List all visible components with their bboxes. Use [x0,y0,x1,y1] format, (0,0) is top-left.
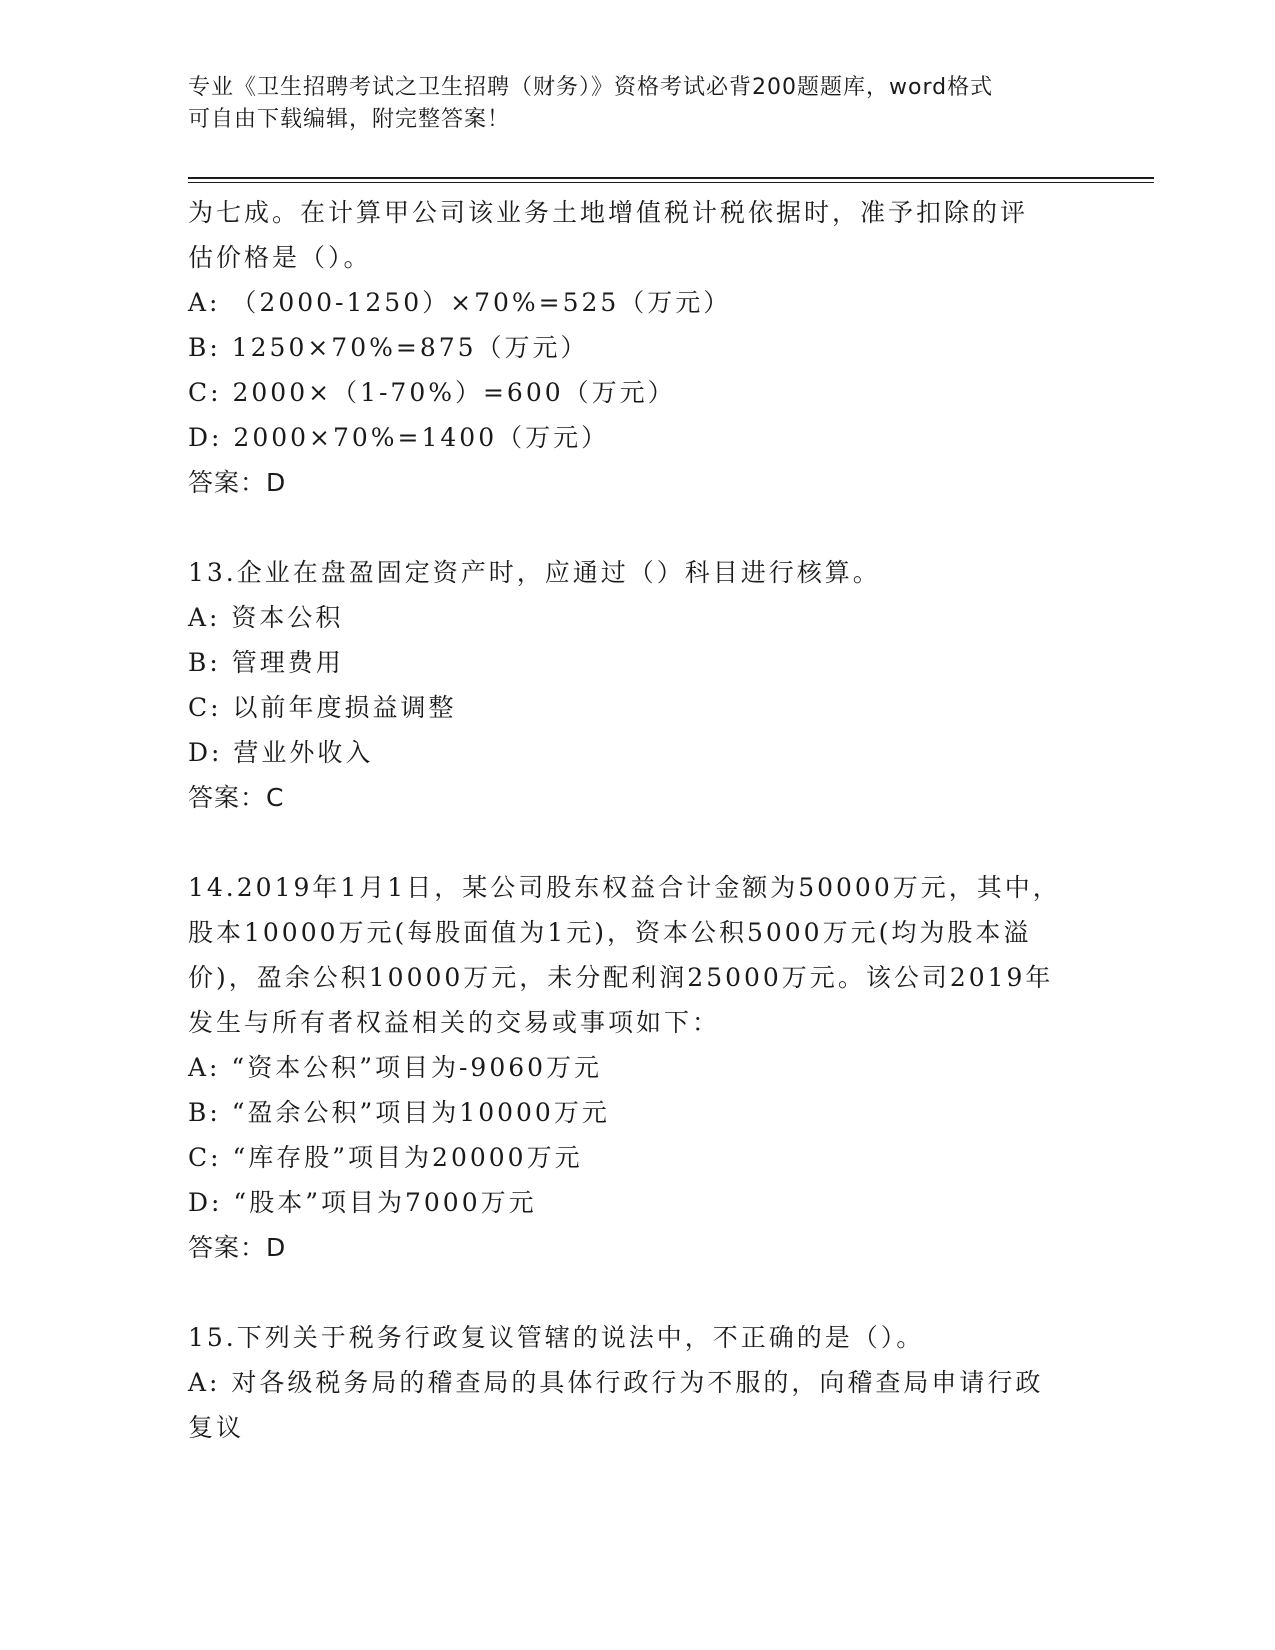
question-12-answer: 答案：D [188,468,287,497]
question-15-option-a-line-1: A: 对各级税务局的稽查局的具体行政行为不服的，向稽查局申请行政 [188,1368,1044,1397]
question-14-answer: 答案：D [188,1233,287,1262]
question-14-option-d: D: “股本”项目为7000万元 [188,1188,537,1217]
question-14-text-line-3: 价)，盈余公积10000万元，未分配利润25000万元。该公司2019年 [188,963,1054,992]
document-body [188,190,1088,1450]
question-12-option-d: D: 2000×70%=1400（万元） [188,423,610,452]
question-14-option-b: B: “盈余公积”项目为10000万元 [188,1098,610,1127]
header-title-line-2: 可自由下载编辑，附完整答案！ [188,107,511,132]
question-13-answer: 答案：C [188,783,285,812]
document-header [188,72,1068,136]
question-12-option-a: A: （2000-1250）×70%=525（万元） [188,288,732,317]
question-14-text-line-4: 发生与所有者权益相关的交易或事项如下： [188,1008,721,1037]
header-divider-thick [188,177,1154,179]
question-12-text-line-1: 为七成。在计算甲公司该业务土地增值税计税依据时，准予扣除的评 [188,198,1029,227]
question-15-option-a-line-2: 复议 [188,1413,245,1442]
question-13-text-line-1: 13.企业在盘盈固定资产时，应通过（）科目进行核算。 [188,558,881,587]
question-14-text-line-2: 股本10000万元(每股面值为1元)，资本公积5000万元(均为股本溢 [188,918,1032,947]
question-13-option-c: C: 以前年度损益调整 [188,693,457,722]
question-14-option-a: A: “资本公积”项目为-9060万元 [188,1053,603,1082]
question-12 [188,190,1088,505]
question-12-text-line-2: 估价格是（）。 [188,243,372,272]
question-spacer [188,820,1088,865]
question-13-option-d: D: 营业外收入 [188,738,374,767]
question-15 [188,1315,1088,1450]
question-14 [188,865,1088,1270]
question-13-option-a: A: 资本公积 [188,603,344,632]
question-14-text-line-1: 14.2019年1月1日，某公司股东权益合计金额为50000万元，其中， [188,873,1061,902]
question-12-option-c: C: 2000×（1-70%）=600（万元） [188,378,676,407]
question-12-option-b: B: 1250×70%=875（万元） [188,333,589,362]
question-15-text-line-1: 15.下列关于税务行政复议管辖的说法中，不正确的是（）。 [188,1323,925,1352]
question-spacer [188,505,1088,550]
question-spacer [188,1270,1088,1315]
question-13 [188,550,1088,820]
header-divider-thin [188,182,1154,183]
question-14-option-c: C: “库存股”项目为20000万元 [188,1143,583,1172]
question-13-option-b: B: 管理费用 [188,648,344,677]
header-title-line-1: 专业《卫生招聘考试之卫生招聘（财务）》资格考试必背200题题库，word格式 [188,75,994,100]
